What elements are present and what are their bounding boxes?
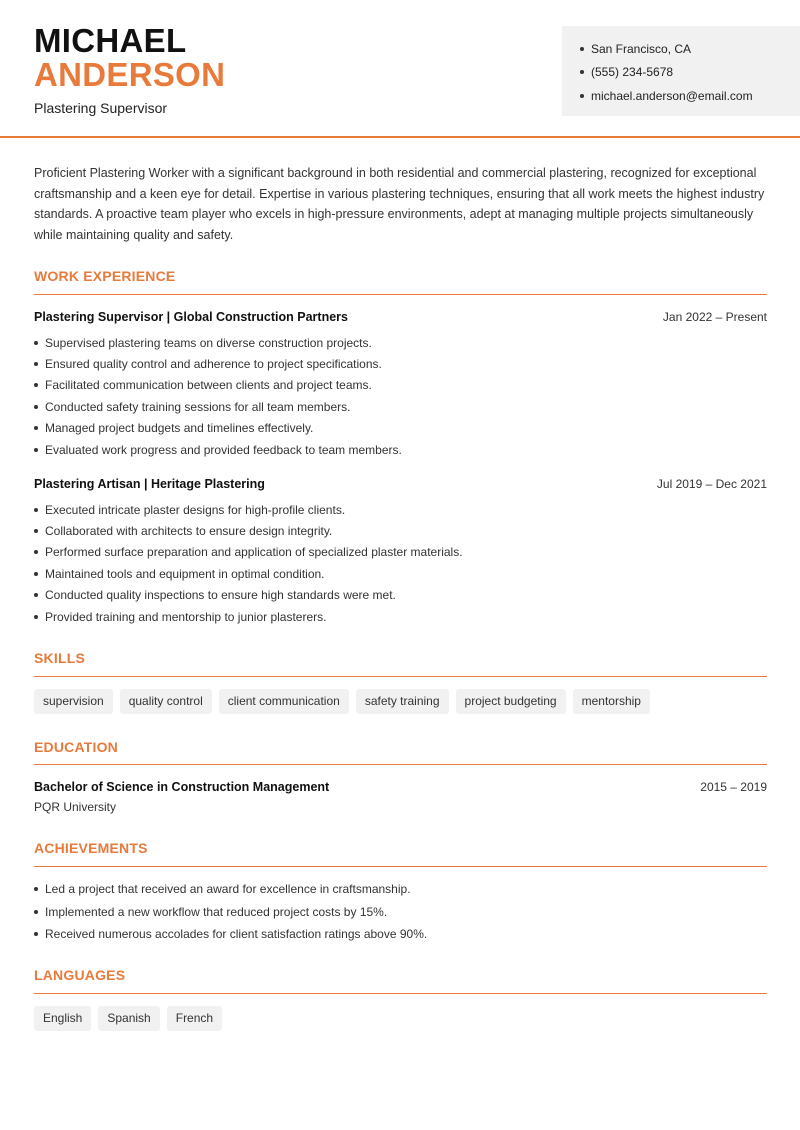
list-item xyxy=(34,418,767,439)
section-divider xyxy=(34,676,767,677)
bullet-icon xyxy=(34,550,38,554)
list-item xyxy=(34,585,767,606)
languages-chip-list xyxy=(34,1006,222,1031)
skill-chip: quality control xyxy=(120,689,212,714)
achievements-list xyxy=(34,878,767,946)
contact-box xyxy=(562,26,800,116)
list-item xyxy=(34,542,767,563)
skill-chip: safety training xyxy=(356,689,449,714)
job-dates: Jul 2019 – Dec 2021 xyxy=(656,477,767,491)
bullet-icon xyxy=(34,887,38,891)
list-item xyxy=(34,396,767,417)
bullet-icon xyxy=(580,47,584,51)
list-item xyxy=(34,563,767,584)
bullet-icon xyxy=(34,910,38,914)
summary-paragraph: Proficient Plastering Worker with a significant background in both residential and commercial plastering, recognized for exceptional craftsmanship and a keen eye for detail. Expertise in various plastering techniques, ensuring that all work meets the highest industry standards. A proactive team player who excels in high-pressure environments, adept at managing multiple projects simultaneously while maintaining quality and safety. xyxy=(34,166,765,243)
bullet-icon xyxy=(34,932,38,936)
bullet-icon xyxy=(34,405,38,409)
list-item xyxy=(34,923,767,946)
list-item-text: Ensured quality control and adherence to project specifications. xyxy=(45,357,382,372)
list-item-text: Led a project that received an award for excellence in craftsmanship. xyxy=(45,882,411,897)
contact-email-text: michael.anderson@email.com xyxy=(591,88,753,103)
section-divider xyxy=(34,294,767,295)
contact-email xyxy=(580,84,800,108)
contact-phone xyxy=(580,61,800,85)
list-item-text: Maintained tools and equipment in optimal condition. xyxy=(45,566,325,581)
skill-chip: supervision xyxy=(34,689,113,714)
skill-chip: client communication xyxy=(219,689,349,714)
bullet-icon xyxy=(34,615,38,619)
contact-phone-text: (555) 234-5678 xyxy=(591,65,674,80)
bullet-icon xyxy=(34,448,38,452)
list-item-text: Conducted quality inspections to ensure high standards were met. xyxy=(45,588,396,603)
education-heading: EDUCATION xyxy=(34,739,118,755)
contact-location xyxy=(580,37,800,61)
list-item-text: Provided training and mentorship to junior plasterers. xyxy=(45,609,327,624)
list-item xyxy=(34,353,767,374)
job-dates: Jan 2022 – Present xyxy=(662,310,767,324)
bullet-icon xyxy=(34,572,38,576)
skills-chip-list xyxy=(34,689,650,714)
list-item-text: Facilitated communication between clients and project teams. xyxy=(45,378,372,393)
bullet-icon xyxy=(34,593,38,597)
list-item-text: Implemented a new workflow that reduced project costs by 15%. xyxy=(45,904,388,919)
bullet-icon xyxy=(34,383,38,387)
list-item xyxy=(34,606,767,627)
education-dates: 2015 – 2019 xyxy=(700,780,767,794)
achievements-heading: ACHIEVEMENTS xyxy=(34,840,148,856)
bullet-icon xyxy=(580,94,584,98)
list-item xyxy=(34,375,767,396)
list-item xyxy=(34,878,767,901)
list-item-text: Executed intricate plaster designs for high-profile clients. xyxy=(45,502,346,517)
section-divider xyxy=(34,866,767,867)
languages-heading: LANGUAGES xyxy=(34,967,126,983)
list-item xyxy=(34,499,767,520)
job-header xyxy=(34,310,767,324)
contact-location-text: San Francisco, CA xyxy=(591,41,692,56)
list-item-text: Conducted safety training sessions for all team members. xyxy=(45,399,351,414)
skill-chip: project budgeting xyxy=(456,689,566,714)
school-name: PQR University xyxy=(34,800,117,814)
skills-heading: SKILLS xyxy=(34,650,85,666)
job-bullet-list xyxy=(34,499,767,627)
first-name: MICHAEL xyxy=(34,22,187,59)
job-title: Plastering Supervisor xyxy=(34,100,168,116)
work-experience-heading: WORK EXPERIENCE xyxy=(34,268,176,284)
list-item xyxy=(34,901,767,924)
list-item-text: Received numerous accolades for client satisfaction ratings above 90%. xyxy=(45,927,428,942)
language-chip: French xyxy=(167,1006,222,1031)
list-item-text: Evaluated work progress and provided feedback to team members. xyxy=(45,442,402,457)
list-item-text: Collaborated with architects to ensure design integrity. xyxy=(45,524,333,539)
section-divider xyxy=(34,764,767,765)
education-header xyxy=(34,780,767,794)
list-item-text: Supervised plastering teams on diverse construction projects. xyxy=(45,335,372,350)
job-header xyxy=(34,477,767,491)
bullet-icon xyxy=(34,529,38,533)
bullet-icon xyxy=(34,341,38,345)
list-item-text: Managed project budgets and timelines effectively. xyxy=(45,421,314,436)
section-divider xyxy=(34,993,767,994)
bullet-icon xyxy=(580,70,584,74)
list-item xyxy=(34,439,767,460)
resume-header xyxy=(0,0,800,138)
bullet-icon xyxy=(34,426,38,430)
language-chip: English xyxy=(34,1006,91,1031)
job-role: Plastering Supervisor | Global Construction Partners xyxy=(34,310,348,324)
job-bullet-list xyxy=(34,332,767,460)
language-chip: Spanish xyxy=(98,1006,159,1031)
skill-chip: mentorship xyxy=(573,689,650,714)
list-item-text: Performed surface preparation and application of specialized plaster materials. xyxy=(45,545,463,560)
bullet-icon xyxy=(34,362,38,366)
list-item xyxy=(34,520,767,541)
last-name: ANDERSON xyxy=(34,56,226,93)
job-role: Plastering Artisan | Heritage Plastering xyxy=(34,477,265,491)
list-item xyxy=(34,332,767,353)
degree-name: Bachelor of Science in Construction Management xyxy=(34,780,330,794)
bullet-icon xyxy=(34,508,38,512)
